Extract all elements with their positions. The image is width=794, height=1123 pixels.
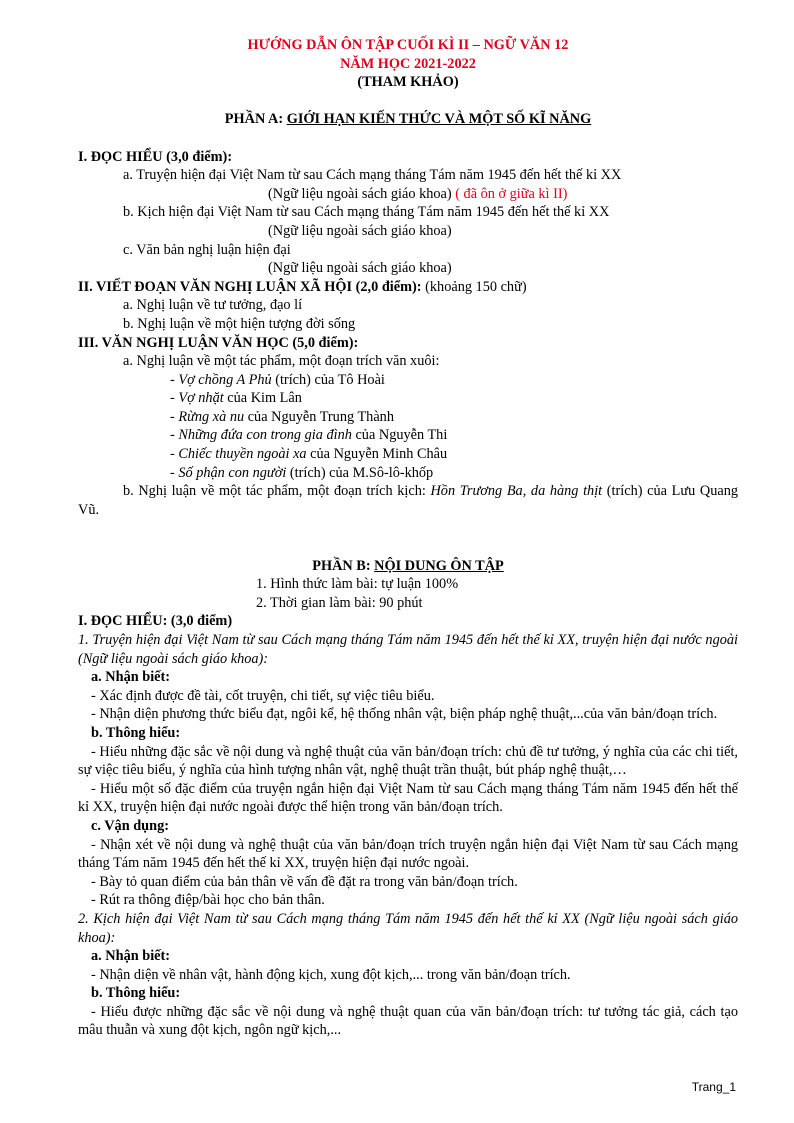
apply-item: - Rút ra thông điệp/bài học cho bản thân. bbox=[91, 892, 325, 909]
work-item: - Những đứa con trong gia đình của Nguyễn Thi bbox=[170, 427, 448, 444]
understand-item: - Hiểu những đặc sắc về nội dung và nghệ thuật của văn bản/đoạn trích: chủ đề tư tưởng, ý nghĩa của các chi tiết, sự việc tiêu biểu, ý nghĩa của hình tượng nhân vật, nghệ thuật trần thuật, bút pháp nghệ thuật,… bbox=[78, 743, 738, 779]
nlvh-item-a: a. Nghị luận về một tác phẩm, một đoạn trích văn xuôi: bbox=[123, 353, 440, 370]
apply-label: c. Vận dụng: bbox=[91, 817, 169, 834]
section-doc-hieu: I. ĐỌC HIỂU (3,0 điểm): bbox=[78, 148, 233, 165]
item-c: c. Văn bản nghị luận hiện đại bbox=[123, 241, 291, 258]
part-a-heading bbox=[78, 110, 738, 129]
nlxh-item-b: b. Nghị luận về một hiện tượng đời sống bbox=[123, 315, 356, 332]
format-line: 1. Hình thức làm bài: tự luận 100% bbox=[256, 576, 459, 593]
work-item: - Rừng xà nu của Nguyễn Trung Thành bbox=[170, 408, 394, 425]
part-b-heading: PHẦN B: NỘI DUNG ÔN TẬP bbox=[312, 557, 504, 574]
work-item: - Vợ chồng A Phủ (trích) của Tô Hoài bbox=[170, 371, 385, 388]
apply-item: - Bày tỏ quan điểm của bản thân về vấn đề đặt ra trong văn bản/đoạn trích. bbox=[91, 873, 518, 890]
item-a: a. Truyện hiện đại Việt Nam từ sau Cách mạng tháng Tám năm 1945 đến hết thế kỉ XX bbox=[123, 167, 622, 184]
part-b-title: NỘI DUNG ÔN TẬP bbox=[374, 557, 504, 574]
apply-item: - Nhận xét về nội dung và nghệ thuật của văn bản/đoạn trích truyện ngắn hiện đại Việt Nam từ sau Cách mạng tháng Tám năm 1945 đến hết thế kỉ XX, truyện hiện đại nước ngoài. bbox=[78, 836, 738, 872]
work-item: - Vợ nhặt của Kim Lân bbox=[170, 390, 302, 407]
part-a-prefix: PHẦN A: bbox=[224, 111, 287, 128]
item-c-note: (Ngữ liệu ngoài sách giáo khoa) bbox=[268, 260, 452, 277]
item-a-note: (Ngữ liệu ngoài sách giáo khoa) ( đã ôn ở giữa kì II) bbox=[268, 185, 568, 202]
recognize-item: - Nhận diện về nhân vật, hành động kịch, xung đột kịch,... trong văn bản/đoạn trích. bbox=[91, 966, 571, 983]
time-line: 2. Thời gian làm bài: 90 phút bbox=[256, 594, 423, 611]
section-b-doc-hieu: I. ĐỌC HIỂU: (3,0 điểm) bbox=[78, 613, 233, 630]
understand-item: - Hiểu được những đặc sắc về nội dung và nghệ thuật quan của văn bản/đoạn trích: tư tưởng tác giả, cách tạo mâu thuẫn và xung đột kịch, ngôn ngữ kịch,... bbox=[78, 1003, 738, 1039]
nlvh-item-b: b. Nghị luận về một tác phẩm, một đoạn trích kịch: Hồn Trương Ba, da hàng thịt (trích) của Lưu Quang Vũ. bbox=[78, 483, 739, 518]
part-a-title: GIỚI HẠN KIẾN THỨC VÀ MỘT SỐ KĨ NĂNG bbox=[286, 111, 592, 128]
school-year: NĂM HỌC 2021-2022 bbox=[340, 55, 476, 72]
recognize-label: a. Nhận biết: bbox=[91, 669, 171, 686]
recognize-item: - Xác định được đề tài, cốt truyện, chi tiết, sự việc tiêu biểu. bbox=[91, 687, 435, 704]
understand-label: b. Thông hiểu: bbox=[91, 724, 181, 741]
understand-item: - Hiểu một số đặc điểm của truyện ngắn hiện đại Việt Nam từ sau Cách mạng tháng Tám năm 1945 đến hết thế kỉ XX, truyện hiện đại nước ngoài được thể hiện trong văn bản/đoạn trích. bbox=[78, 780, 738, 816]
reviewed-note: ( đã ôn ở giữa kì II) bbox=[451, 185, 568, 202]
reference-note: (THAM KHẢO) bbox=[357, 74, 459, 91]
story-topic-title: 1. Truyện hiện đại Việt Nam từ sau Cách mạng tháng Tám năm 1945 đến hết thế kỉ XX, truyện hiện đại nước ngoài (Ngữ liệu ngoài sách giáo khoa): bbox=[78, 632, 738, 667]
doc-title: HƯỚNG DẪN ÔN TẬP CUỐI KÌ II – NGỮ VĂN 12 bbox=[247, 37, 569, 53]
recognize-item: - Nhận diện phương thức biểu đạt, ngôi kể, hệ thống nhân vật, biện pháp nghệ thuật,...của văn bản/đoạn trích. bbox=[91, 706, 718, 723]
section-nlvh: III. VĂN NGHỊ LUẬN VĂN HỌC (5,0 điểm): bbox=[78, 334, 359, 351]
document-page bbox=[78, 36, 738, 1040]
understand-label: b. Thông hiểu: bbox=[91, 985, 181, 1002]
section-nlxh: II. VIẾT ĐOẠN VĂN NGHỊ LUẬN XÃ HỘI (2,0 điểm): (khoảng 150 chữ) bbox=[78, 278, 527, 295]
item-b: b. Kịch hiện đại Việt Nam từ sau Cách mạng tháng Tám năm 1945 đến hết thế kỉ XX bbox=[123, 204, 610, 221]
work-item: - Chiếc thuyền ngoài xa của Nguyễn Minh Châu bbox=[170, 446, 448, 463]
nlxh-item-a: a. Nghị luận về tư tưởng, đạo lí bbox=[123, 297, 303, 314]
work-item: - Số phận con người (trích) của M.Sô-lô-khốp bbox=[170, 464, 434, 481]
page-number: Trang_1 bbox=[691, 1080, 736, 1094]
recognize-label: a. Nhận biết: bbox=[91, 948, 171, 965]
drama-topic-title: 2. Kịch hiện đại Việt Nam từ sau Cách mạng tháng Tám năm 1945 đến hết thế kỉ XX (Ngữ liệu ngoài sách giáo khoa): bbox=[78, 910, 738, 946]
item-b-note: (Ngữ liệu ngoài sách giáo khoa) bbox=[268, 222, 452, 239]
